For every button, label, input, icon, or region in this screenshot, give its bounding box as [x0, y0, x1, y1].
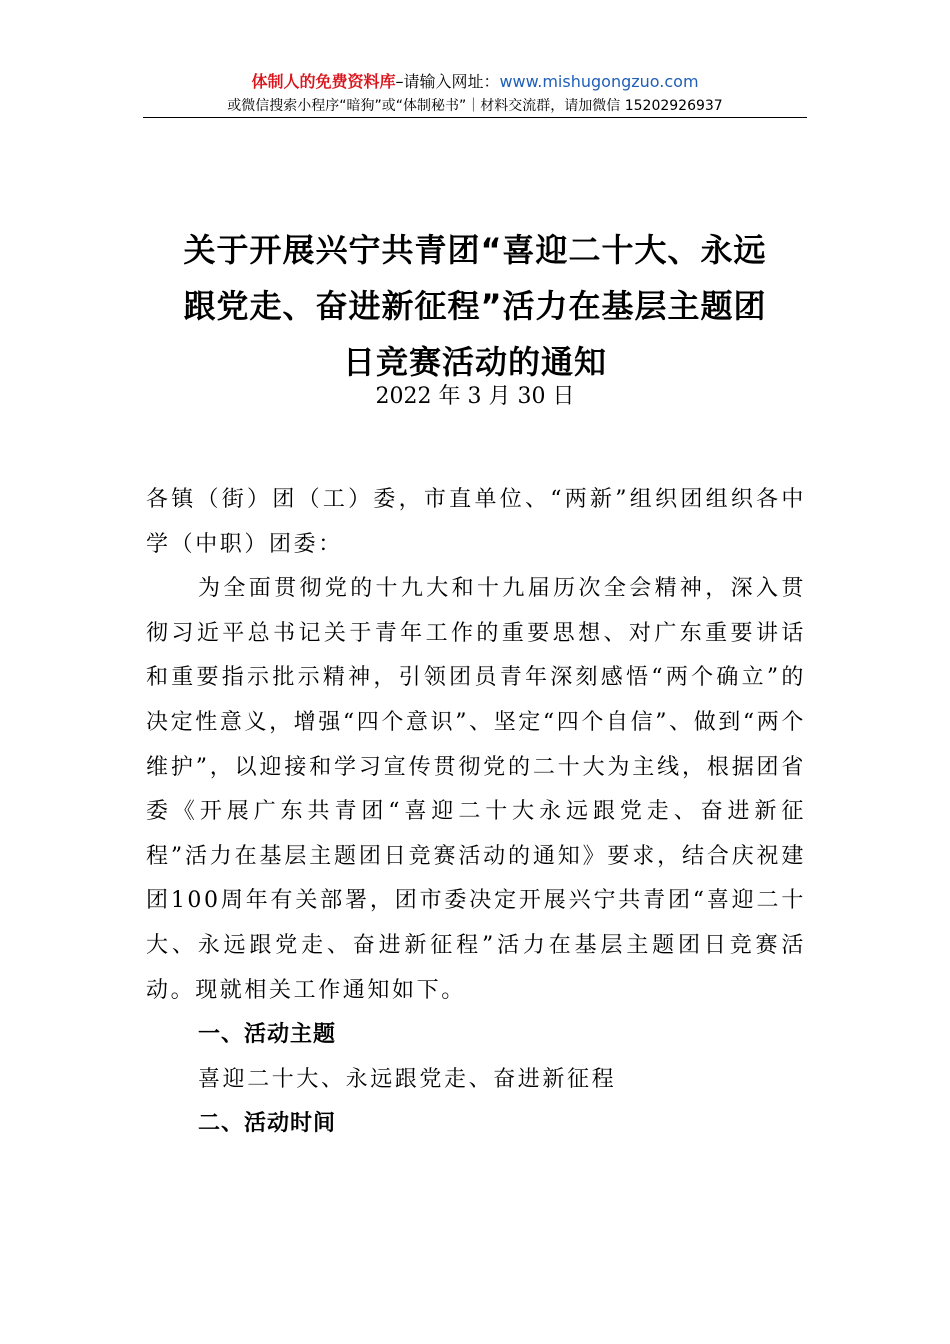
title-line: 关于开展兴宁共青团“喜迎二十大、永远	[183, 231, 767, 269]
site-url-link[interactable]: www.mishugongzuo.com	[499, 72, 699, 91]
header-line-1	[0, 70, 950, 94]
header-line-2: 或微信搜索小程序“暗狗”或“体制秘书”｜材料交流群，请加微信 15202926937	[227, 98, 723, 114]
document-body	[146, 478, 806, 1147]
document-title	[130, 222, 820, 390]
site-name: 体制人的免费资料库	[251, 72, 396, 91]
document-date: 2022 年 3 月 30 日	[375, 384, 575, 409]
title-line: 跟党走、奋进新征程”活力在基层主题团	[183, 287, 767, 325]
intro-paragraph: 为全面贯彻党的十九大和十九届历次全会精神，深入贯彻习近平总书记关于青年工作的重要思想、对广东重要讲话和重要指示批示精神，引领团员青年深刻感悟“两个确立”的决定性意义，增强“四个意识”、坚定“四个自信”、做到“两个维护”，以迎接和学习宣传贯彻党的二十大为主线，根据团省委《开展广东共青团“喜迎二十大永远跟党走、奋进新征程”活力在基层主题团日竞赛活动的通知》要求，结合庆祝建团100周年有关部署，团市委决定开展兴宁共青团“喜迎二十大、永远跟党走、奋进新征程”活力在基层主题团日竞赛活动。现就相关工作通知如下。	[146, 576, 806, 1003]
section-heading: 二、活动时间	[198, 1111, 337, 1137]
url-prompt: –请输入网址：	[395, 72, 500, 91]
title-line: 日竞赛活动的通知	[342, 343, 607, 381]
page-header	[0, 70, 950, 118]
section-content: 喜迎二十大、永远跟党走、奋进新征程	[198, 1066, 617, 1092]
header-divider	[143, 117, 807, 118]
salutation: 各镇（街）团（工）委，市直单位、“两新”组织团组织各中学（中职）团委：	[146, 487, 806, 557]
section-heading: 一、活动主题	[198, 1022, 337, 1048]
